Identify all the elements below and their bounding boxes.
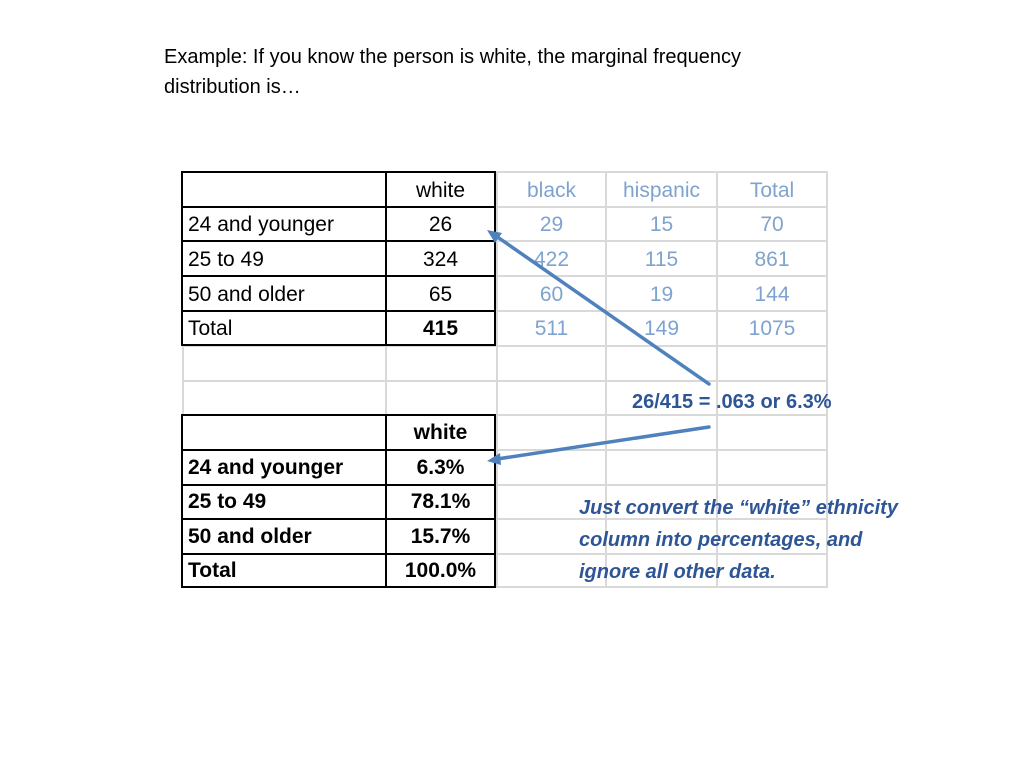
row-label: 50 and older	[188, 283, 305, 306]
cell-white-total: 415	[422, 317, 459, 340]
note-line-2: column into percentages, and	[579, 529, 863, 551]
pct-row-label: 25 to 49	[188, 490, 267, 513]
arrow-to-percent-cell	[497, 427, 709, 459]
explanation-note	[579, 492, 959, 588]
cell-hispanic: 15	[649, 213, 674, 236]
pct-cell-white: 78.1%	[410, 490, 471, 513]
cell-black: 422	[533, 248, 570, 271]
row-label-total: Total	[188, 317, 233, 340]
cell-black: 29	[539, 213, 564, 236]
note-line-1: Just convert the “white” ethnicity	[579, 497, 898, 519]
col-header-white: white	[415, 179, 466, 202]
pct-cell-white: 15.7%	[410, 525, 471, 548]
arrowhead-percent-cell	[487, 453, 501, 465]
col-header-total: Total	[749, 179, 795, 202]
cell-white: 324	[422, 248, 459, 271]
pct-row-label-total: Total	[188, 559, 237, 582]
note-line-3: ignore all other data.	[579, 561, 776, 583]
row-label: 25 to 49	[188, 248, 264, 271]
pct-row-label: 50 and older	[188, 525, 312, 548]
calculation-label: 26/415 = .063 or 6.3%	[632, 391, 832, 413]
cell-grand-total: 1075	[748, 317, 796, 340]
row-label: 24 and younger	[188, 213, 334, 236]
cell-hispanic: 115	[644, 248, 679, 271]
cell-hispanic-total: 149	[643, 317, 680, 340]
cell-total: 861	[754, 248, 790, 271]
arrow-to-count-cell	[496, 236, 709, 384]
col-header-hispanic: hispanic	[622, 179, 701, 202]
pct-cell-white: 6.3%	[416, 456, 465, 479]
cell-total: 144	[754, 283, 790, 306]
cell-white: 26	[428, 213, 453, 236]
col-header-black: black	[526, 179, 577, 202]
intro-line-2: distribution is…	[164, 76, 301, 98]
pct-row-label: 24 and younger	[188, 456, 344, 479]
cell-hispanic: 19	[649, 283, 674, 306]
cell-black: 60	[539, 283, 564, 306]
cell-total: 70	[760, 213, 784, 236]
intro-line-1: Example: If you know the person is white, the marginal frequency	[164, 46, 741, 68]
cell-black-total: 511	[534, 317, 569, 340]
cell-white: 65	[428, 283, 453, 306]
pct-col-header-white: white	[413, 421, 468, 444]
pct-cell-white-total: 100.0%	[404, 559, 477, 582]
